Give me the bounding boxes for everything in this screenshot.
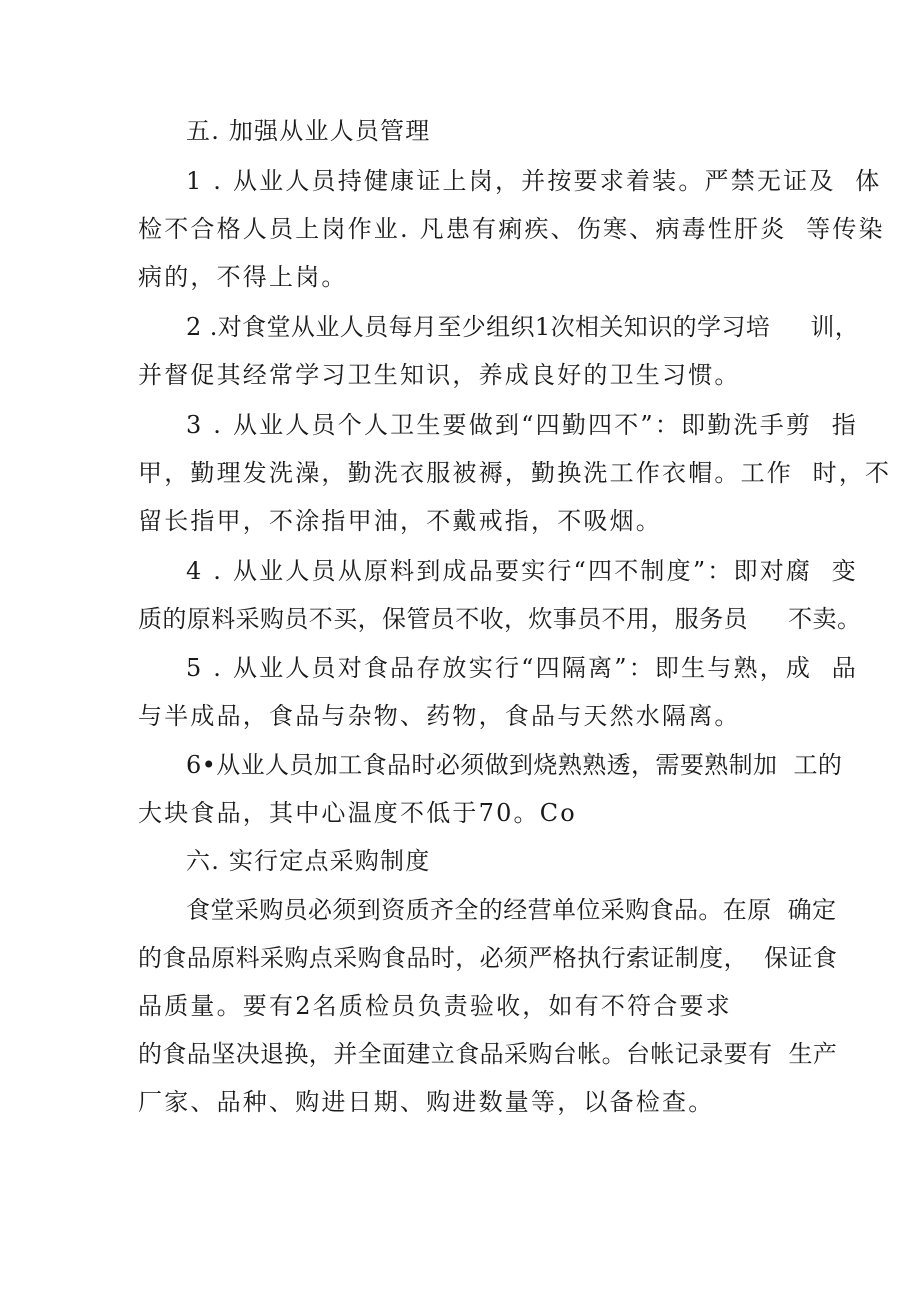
paragraph-line: 1 . 从业人员持健康证上岗，并按要求着装。严禁无证及 体 bbox=[186, 167, 882, 195]
paragraph-line: 并督促其经常学习卫生知识，养成良好的卫生习惯。 bbox=[138, 361, 741, 389]
paragraph-line: 6•从业人员加工食品时必须做到烧熟熟透，需要熟制加 工的 bbox=[186, 751, 843, 779]
paragraph-line: 的食品原料采购点采购食品时，必须严格执行索证制度， 保证食 bbox=[138, 944, 838, 972]
paragraph-line: 病的，不得上岗。 bbox=[138, 263, 348, 291]
paragraph-line: 质的原料采购员不买，保管员不收，炊事员不用，服务员 不卖。 bbox=[138, 605, 862, 633]
paragraph-line: 的食品坚决退换，并全面建立食品采购台帐。台帐记录要有 生产 bbox=[138, 1040, 838, 1068]
paragraph-line: 品质量。要有2名质检员负责验收，如有不符合要求 bbox=[138, 992, 732, 1020]
paragraph-line: 4 . 从业人员从原料到成品要实行“四不制度”：即对腐 变 bbox=[186, 557, 858, 585]
paragraph-line: 大块食品，其中心温度不低于70。Co bbox=[138, 799, 577, 827]
paragraph-line: 2 .对食堂从业人员每月至少组织1次相关知识的学习培 训， bbox=[186, 313, 860, 341]
paragraph-line: 甲，勤理发洗澡，勤洗衣服被褥，勤换洗工作衣帽。工作 时，不 bbox=[138, 459, 892, 487]
paragraph-line: 与半成品，食品与杂物、药物，食品与天然水隔离。 bbox=[138, 702, 741, 730]
paragraph-line: 厂家、品种、购进日期、购进数量等，以备检查。 bbox=[138, 1088, 715, 1116]
paragraph-line: 检不合格人员上岗作业. 凡患有痢疾、伤寒、病毒性肝炎 等传染 bbox=[138, 215, 885, 243]
section-heading-6: 六. 实行定点采购制度 bbox=[186, 847, 431, 875]
paragraph-line: 5 . 从业人员对食品存放实行“四隔离”：即生与熟，成 品 bbox=[186, 654, 858, 682]
paragraph-line: 3 . 从业人员个人卫生要做到“四勤四不”：即勤洗手剪 指 bbox=[186, 411, 858, 439]
section-heading-5: 五. 加强从业人员管理 bbox=[186, 117, 431, 145]
paragraph-line: 食堂采购员必须到资质齐全的经营单位采购食品。在原 确定 bbox=[186, 896, 837, 924]
paragraph-line: 留长指甲，不涂指甲油，不戴戒指，不吸烟。 bbox=[138, 507, 662, 535]
